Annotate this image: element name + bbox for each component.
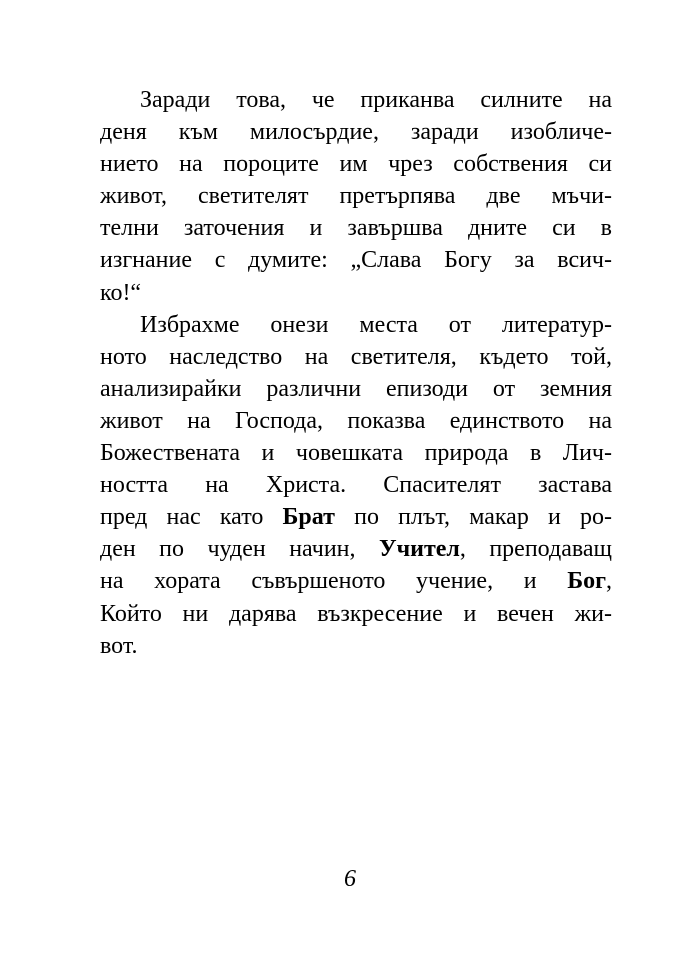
bold-term-bog: Бог xyxy=(567,568,606,595)
text-line: ността на Христа. Спасителят застава xyxy=(100,472,612,499)
text-run: пред нас като xyxy=(100,504,283,531)
text-line xyxy=(100,501,612,533)
text-run: на хората съвършеното учение, и xyxy=(100,568,568,595)
text-line: живот на Господа, показва единството на xyxy=(100,407,612,434)
text-line: деня към милосърдие, заради изобличе- xyxy=(100,119,612,146)
text-line: телни заточения и завършва дните си в xyxy=(100,215,612,242)
text-line xyxy=(100,533,612,565)
page-body xyxy=(100,84,612,662)
text-line: вот. xyxy=(100,632,138,659)
text-line: изгнание с думите: „Слава Богу за всич- xyxy=(100,247,612,274)
text-line xyxy=(100,565,612,597)
text-line: Божествената и човешката природа в Лич- xyxy=(100,440,612,467)
paragraph-2 xyxy=(100,309,612,662)
text-line: ко!“ xyxy=(100,279,142,306)
text-run: , преподаващ xyxy=(459,536,612,563)
text-line: ното наследство на светителя, където той, xyxy=(100,343,612,370)
text-line: нието на пороците им чрез собствения си xyxy=(100,151,612,178)
paragraph-1 xyxy=(100,84,612,309)
text-line: Заради това, че приканва силните на xyxy=(140,87,612,113)
text-run: , xyxy=(606,568,612,595)
text-line: Който ни дарява възкресение и вечен жи- xyxy=(100,600,612,627)
text-run: по плът, макар и ро- xyxy=(334,504,612,531)
bold-term-brat: Брат xyxy=(282,504,335,531)
page-number: 6 xyxy=(344,866,356,892)
text-line: анализирайки различни епизоди от земния xyxy=(100,375,612,402)
text-line: Избрахме онези места от литератур- xyxy=(140,311,612,338)
text-line: живот, светителят претърпява две мъчи- xyxy=(100,183,612,210)
bold-term-uchitel: Учител xyxy=(378,536,460,563)
text-run: ден по чуден начин, xyxy=(100,536,379,563)
